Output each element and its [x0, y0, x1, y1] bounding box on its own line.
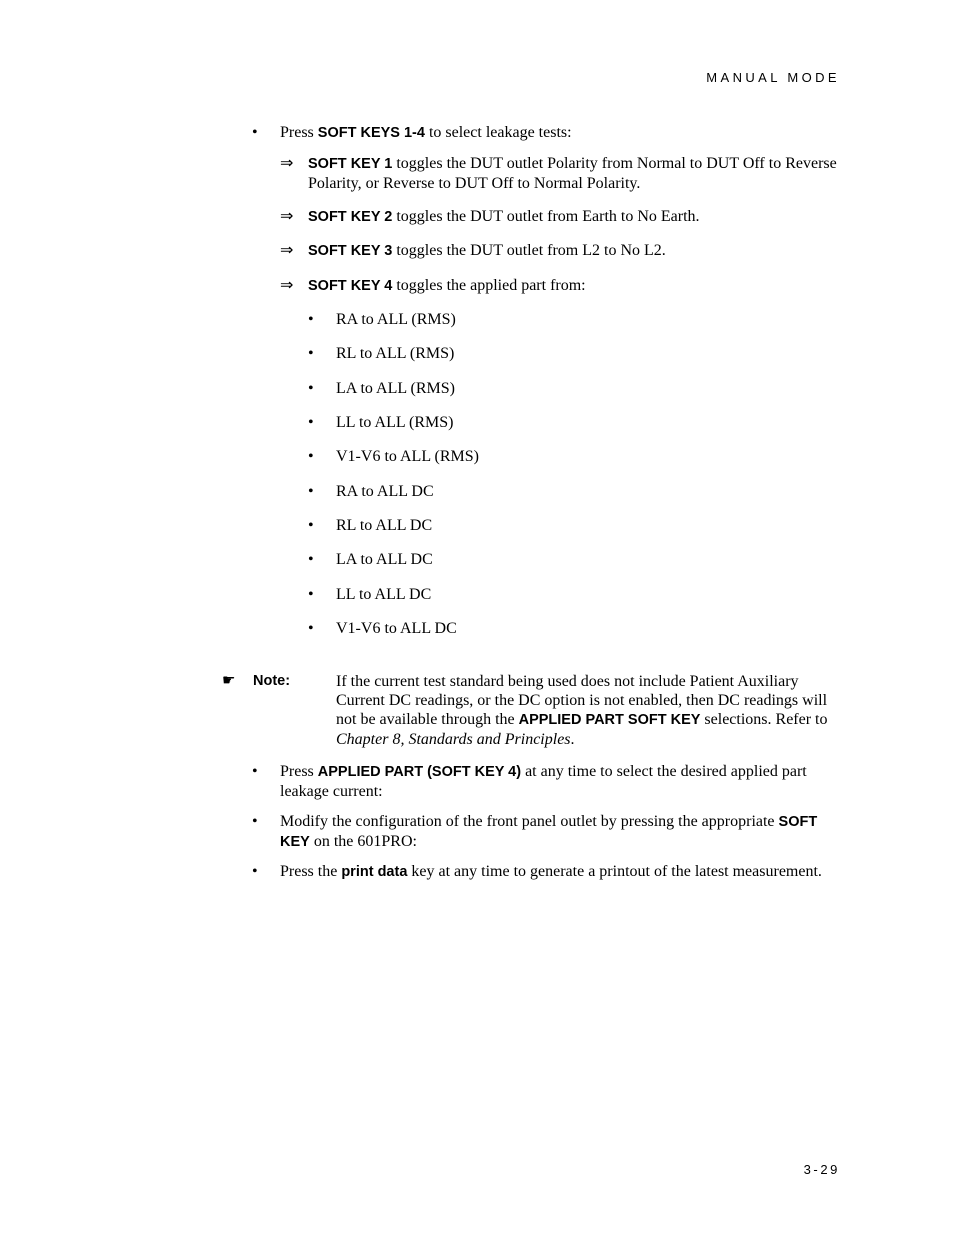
- applied-part-item: • LA to ALL DC: [308, 551, 433, 568]
- note-text: If the current test standard being used does not include Patient Auxiliary Current DC readings, or the DC option is not enabled, then DC readings will not be available through the APPLIED PART SOFT KEY selections. Refer to Chapter 8, Standards and Principles.: [336, 673, 828, 748]
- arrow-icon: ⇒: [280, 277, 294, 294]
- instruction-bullet: • Press the print data key at any time to generate a printout of the latest measurement.: [252, 863, 822, 880]
- soft-key-item: ⇒ SOFT KEY 4 toggles the applied part from:: [280, 277, 586, 294]
- bullet-icon: •: [308, 311, 314, 328]
- chapter-reference: Chapter 8, Standards and Principles: [336, 731, 571, 748]
- key-label: SOFT KEY 4: [308, 278, 393, 294]
- applied-part-item: • LL to ALL DC: [308, 586, 432, 603]
- bullet-icon: •: [308, 517, 314, 534]
- applied-part-item: • V1-V6 to ALL DC: [308, 620, 457, 637]
- bullet-icon: •: [308, 586, 314, 603]
- key-label: print data: [341, 864, 408, 880]
- page-number: 3-29: [803, 1162, 840, 1177]
- instruction-bullet: • Press APPLIED PART (SOFT KEY 4) at any time to select the desired applied part leakage current:: [252, 763, 807, 800]
- key-label: SOFT KEY: [280, 814, 818, 850]
- key-label: SOFT KEY 1: [308, 156, 393, 172]
- pointing-hand-icon: ☛: [222, 671, 236, 689]
- running-header: MANUAL MODE: [706, 70, 840, 85]
- applied-part-item: • RL to ALL DC: [308, 517, 433, 534]
- intro-bullet: [252, 123, 832, 143]
- key-label: APPLIED PART (SOFT KEY 4): [317, 764, 522, 780]
- bullet-icon: •: [252, 813, 258, 830]
- applied-part-item: • RA to ALL (RMS): [308, 311, 456, 328]
- key-label: APPLIED PART SOFT KEY: [518, 712, 701, 728]
- key-label: SOFT KEY 2: [308, 209, 393, 225]
- arrow-icon: ⇒: [280, 242, 294, 259]
- bullet-icon: •: [252, 124, 258, 141]
- instruction-bullet: • Modify the configuration of the front panel outlet by pressing the appropriate SOFT KEY on the 601PRO:: [252, 813, 818, 850]
- bullet-icon: •: [308, 414, 314, 431]
- key-label: SOFT KEYS 1-4: [317, 125, 425, 141]
- key-label: SOFT KEY 3: [308, 243, 393, 259]
- applied-part-item: • V1-V6 to ALL (RMS): [308, 448, 479, 465]
- soft-key-item: ⇒ SOFT KEY 3 toggles the DUT outlet from L2 to No L2.: [280, 242, 666, 259]
- applied-part-item: • RL to ALL (RMS): [308, 345, 455, 362]
- soft-key-item: ⇒ SOFT KEY 1 toggles the DUT outlet Polarity from Normal to DUT Off to Reverse Polarity, or Reverse to DUT Off to Normal Polarity.: [280, 155, 837, 192]
- bullet-icon: •: [252, 763, 258, 780]
- soft-key-item: ⇒ SOFT KEY 2 toggles the DUT outlet from Earth to No Earth.: [280, 208, 700, 225]
- arrow-icon: ⇒: [280, 155, 294, 172]
- bullet-icon: •: [308, 448, 314, 465]
- bullet-icon: •: [308, 380, 314, 397]
- applied-part-item: • LL to ALL (RMS): [308, 414, 454, 431]
- bullet-icon: •: [308, 551, 314, 568]
- note-block: [222, 672, 842, 749]
- applied-part-item: • LA to ALL (RMS): [308, 380, 455, 397]
- bullet-icon: •: [308, 483, 314, 500]
- bullet-icon: •: [252, 863, 258, 880]
- applied-part-item: • RA to ALL DC: [308, 483, 434, 500]
- note-label: Note:: [253, 673, 291, 689]
- arrow-icon: ⇒: [280, 208, 294, 225]
- bullet-icon: •: [308, 345, 314, 362]
- bullet-icon: •: [308, 620, 314, 637]
- intro-text: Press SOFT KEYS 1-4 to select leakage tests:: [280, 124, 572, 141]
